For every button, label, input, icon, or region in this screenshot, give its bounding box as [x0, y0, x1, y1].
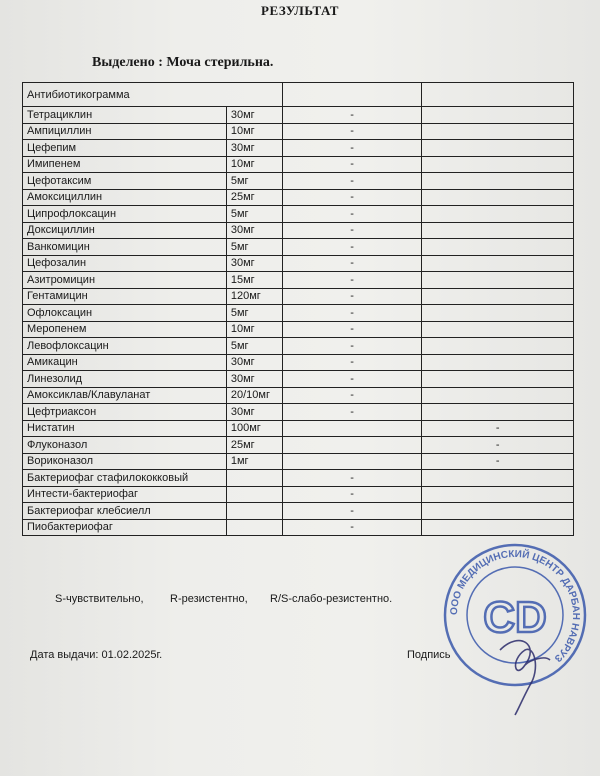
drug-dose: 30мг: [226, 354, 282, 371]
issue-date: Дата выдачи: 01.02.2025г.: [30, 649, 163, 661]
result-1: -: [282, 404, 422, 421]
drug-dose: 10мг: [226, 156, 282, 173]
drug-name: Тетрациклин: [23, 107, 227, 124]
result-2: [422, 140, 574, 157]
result-2: [422, 338, 574, 355]
drug-dose: 30мг: [226, 107, 282, 124]
drug-dose: 25мг: [226, 437, 282, 454]
drug-dose: 15мг: [226, 272, 282, 289]
result-1: [282, 453, 422, 470]
drug-name: Цефепим: [23, 140, 227, 157]
drug-dose: 30мг: [226, 255, 282, 272]
table-header-cell: [282, 83, 422, 107]
result-1: -: [282, 503, 422, 520]
legend-resistant: R-резистентно,: [170, 593, 248, 605]
drug-name: Бактериофаг стафилококковый: [23, 470, 227, 487]
drug-name: Ампициллин: [23, 123, 227, 140]
result-2: -: [422, 437, 574, 454]
signature-label: Подпись: [407, 649, 451, 661]
result-2: [422, 123, 574, 140]
table-header-row: [23, 83, 574, 107]
table-row: [23, 140, 574, 157]
result-1: -: [282, 107, 422, 124]
drug-dose: 5мг: [226, 173, 282, 190]
result-1: -: [282, 272, 422, 289]
drug-name: Нистатин: [23, 420, 227, 437]
result-1: -: [282, 305, 422, 322]
drug-dose: 10мг: [226, 321, 282, 338]
table-row: [23, 272, 574, 289]
result-1: -: [282, 288, 422, 305]
result-1: -: [282, 387, 422, 404]
drug-dose: 5мг: [226, 305, 282, 322]
result-1: -: [282, 189, 422, 206]
table-row: [23, 338, 574, 355]
result-1: -: [282, 206, 422, 223]
table-row: [23, 453, 574, 470]
table-row: [23, 371, 574, 388]
drug-dose: 20/10мг: [226, 387, 282, 404]
drug-name: Линезолид: [23, 371, 227, 388]
result-1: -: [282, 321, 422, 338]
drug-dose: 30мг: [226, 222, 282, 239]
table-row: [23, 123, 574, 140]
result-1: -: [282, 486, 422, 503]
page-title: РЕЗУЛЬТАТ: [261, 3, 339, 18]
result-2: [422, 288, 574, 305]
table-row: [23, 239, 574, 256]
legend-weak-resistant: R/S-слабо-резистентно.: [270, 593, 393, 605]
result-2: [422, 272, 574, 289]
isolated-result: Выделено : Моча стерильна.: [92, 55, 274, 70]
result-1: -: [282, 371, 422, 388]
result-1: [282, 437, 422, 454]
drug-dose: 100мг: [226, 420, 282, 437]
result-1: -: [282, 222, 422, 239]
table-row: [23, 206, 574, 223]
drug-name: Доксициллин: [23, 222, 227, 239]
drug-dose: 5мг: [226, 206, 282, 223]
table-row: [23, 519, 574, 536]
result-1: -: [282, 519, 422, 536]
result-2: [422, 503, 574, 520]
result-2: [422, 354, 574, 371]
signature: [470, 590, 560, 720]
legend-sensitive: S-чувствительно,: [55, 593, 144, 605]
table-header-cell: [422, 83, 574, 107]
result-2: [422, 206, 574, 223]
table-row: [23, 404, 574, 421]
drug-dose: 30мг: [226, 371, 282, 388]
result-2: [422, 239, 574, 256]
result-2: [422, 222, 574, 239]
table-row: [23, 470, 574, 487]
table-row: [23, 222, 574, 239]
table-row: [23, 387, 574, 404]
drug-name: Цефтриаксон: [23, 404, 227, 421]
drug-name: Цефозалин: [23, 255, 227, 272]
table-row: [23, 486, 574, 503]
table-row: [23, 437, 574, 454]
result-2: [422, 189, 574, 206]
result-1: -: [282, 470, 422, 487]
result-1: -: [282, 156, 422, 173]
table-row: [23, 354, 574, 371]
drug-name: Амикацин: [23, 354, 227, 371]
table-row: [23, 156, 574, 173]
antibiogram-table: [22, 82, 574, 536]
drug-name: Бактериофаг клебсиелл: [23, 503, 227, 520]
stamp-monogram: CD: [483, 593, 547, 642]
drug-dose: [226, 486, 282, 503]
drug-name: Вориконазол: [23, 453, 227, 470]
drug-name: Интести-бактериофаг: [23, 486, 227, 503]
drug-dose: 25мг: [226, 189, 282, 206]
drug-dose: 120мг: [226, 288, 282, 305]
result-2: [422, 107, 574, 124]
result-2: [422, 519, 574, 536]
drug-name: Офлоксацин: [23, 305, 227, 322]
result-2: [422, 371, 574, 388]
result-1: -: [282, 354, 422, 371]
table-row: [23, 321, 574, 338]
result-2: [422, 387, 574, 404]
drug-dose: 5мг: [226, 239, 282, 256]
result-2: [422, 404, 574, 421]
result-1: -: [282, 123, 422, 140]
table-header-label: Антибиотикограмма: [23, 83, 283, 107]
drug-name: Имипенем: [23, 156, 227, 173]
result-1: -: [282, 239, 422, 256]
drug-name: Азитромицин: [23, 272, 227, 289]
stamp-ring-text: ООО МЕДИЦИНСКИЙ ЦЕНТР ДАРБАН НАВРУЗ: [448, 548, 582, 664]
drug-name: Ванкомицин: [23, 239, 227, 256]
table-row: [23, 305, 574, 322]
table-row: [23, 189, 574, 206]
drug-name: Амоксиклав/Клавуланат: [23, 387, 227, 404]
drug-dose: 10мг: [226, 123, 282, 140]
result-2: -: [422, 420, 574, 437]
drug-dose: 5мг: [226, 338, 282, 355]
drug-dose: [226, 470, 282, 487]
table-row: [23, 255, 574, 272]
result-1: -: [282, 173, 422, 190]
result-1: [282, 420, 422, 437]
drug-dose: 1мг: [226, 453, 282, 470]
drug-name: Амоксициллин: [23, 189, 227, 206]
result-2: -: [422, 453, 574, 470]
result-2: [422, 255, 574, 272]
drug-name: Цефотаксим: [23, 173, 227, 190]
drug-dose: [226, 503, 282, 520]
result-1: -: [282, 338, 422, 355]
drug-name: Пиобактериофаг: [23, 519, 227, 536]
result-2: [422, 321, 574, 338]
table-row: [23, 173, 574, 190]
result-1: -: [282, 140, 422, 157]
drug-name: Ципрофлоксацин: [23, 206, 227, 223]
table-row: [23, 107, 574, 124]
drug-name: Флуконазол: [23, 437, 227, 454]
drug-dose: 30мг: [226, 404, 282, 421]
result-2: [422, 470, 574, 487]
drug-name: Гентамицин: [23, 288, 227, 305]
drug-dose: [226, 519, 282, 536]
result-1: -: [282, 255, 422, 272]
table-row: [23, 503, 574, 520]
drug-name: Меропенем: [23, 321, 227, 338]
result-2: [422, 156, 574, 173]
table-row: [23, 420, 574, 437]
drug-name: Левофлоксацин: [23, 338, 227, 355]
drug-dose: 30мг: [226, 140, 282, 157]
result-2: [422, 173, 574, 190]
table-row: [23, 288, 574, 305]
result-2: [422, 305, 574, 322]
result-2: [422, 486, 574, 503]
